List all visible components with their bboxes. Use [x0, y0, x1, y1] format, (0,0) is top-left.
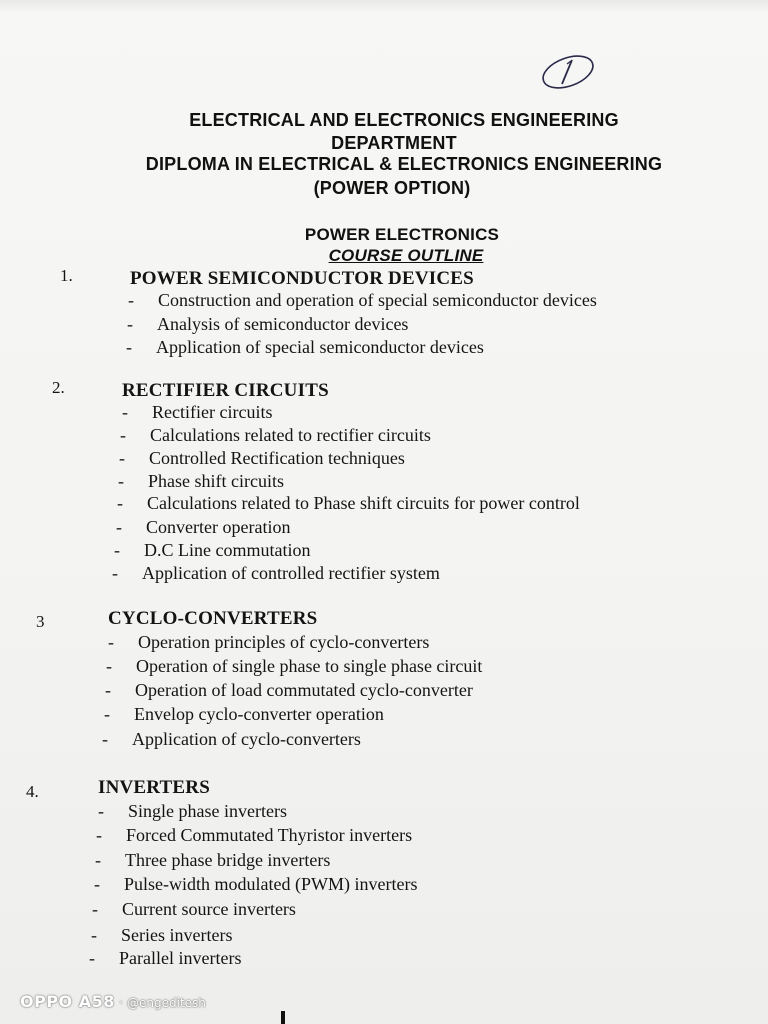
section-title: INVERTERS — [98, 777, 210, 798]
section-3: 3 CYCLO-CONVERTERS - Operation principles of cyclo-converters - Operation of single phase to single phase circuit - Operation of load commutated cyclo-converter - Envelop cyclo-converter operation - Application of cyclo-converters — [36, 608, 483, 749]
option-label: (POWER OPTION) — [313, 178, 471, 198]
watermark-handle: @engeditesh — [127, 996, 206, 1010]
section-4: 4. INVERTERS - Single phase inverters - Forced Commutated Thyristor inverters - Three phase bridge inverters - Pulse-width modulated (PWM) inverters - Current source inverters - Series inverters - Parallel inverters — [26, 777, 418, 968]
section-number: 1. — [60, 266, 73, 285]
subject-title: POWER ELECTRONICS — [304, 225, 500, 244]
section-number: 3 — [36, 612, 45, 631]
section-number: 4. — [26, 782, 39, 801]
section-2: 2. RECTIFIER CIRCUITS - Rectifier circuits - Calculations related to rectifier circuits - Controlled Rectification techniques - Phase shift circuits - Calculations related to Phase shift circuits for power control - Converter operation - D.C Line commutation - Application of controlled rectifier system — [52, 378, 580, 583]
course-outline-heading: COURSE OUTLINE — [328, 246, 484, 265]
diploma-title: DIPLOMA IN ELECTRICAL & ELECTRONICS ENGINEERING — [145, 154, 663, 174]
section-title: RECTIFIER CIRCUITS — [122, 380, 329, 401]
page-mark — [281, 1011, 285, 1024]
section-1: 1. POWER SEMICONDUCTOR DEVICES - Construction and operation of special semiconductor devices - Analysis of semiconductor devices - Application of special semiconductor devices — [60, 266, 597, 357]
department-label: DEPARTMENT — [331, 133, 457, 153]
section-number: 2. — [52, 378, 65, 397]
watermark-separator: · — [118, 996, 124, 1011]
watermark-brand: OPPO A58 — [20, 992, 115, 1011]
camera-watermark — [20, 992, 206, 1011]
section-title: POWER SEMICONDUCTOR DEVICES — [130, 268, 474, 289]
department-title: ELECTRICAL AND ELECTRONICS ENGINEERING — [189, 110, 619, 130]
section-title: CYCLO-CONVERTERS — [108, 608, 318, 629]
